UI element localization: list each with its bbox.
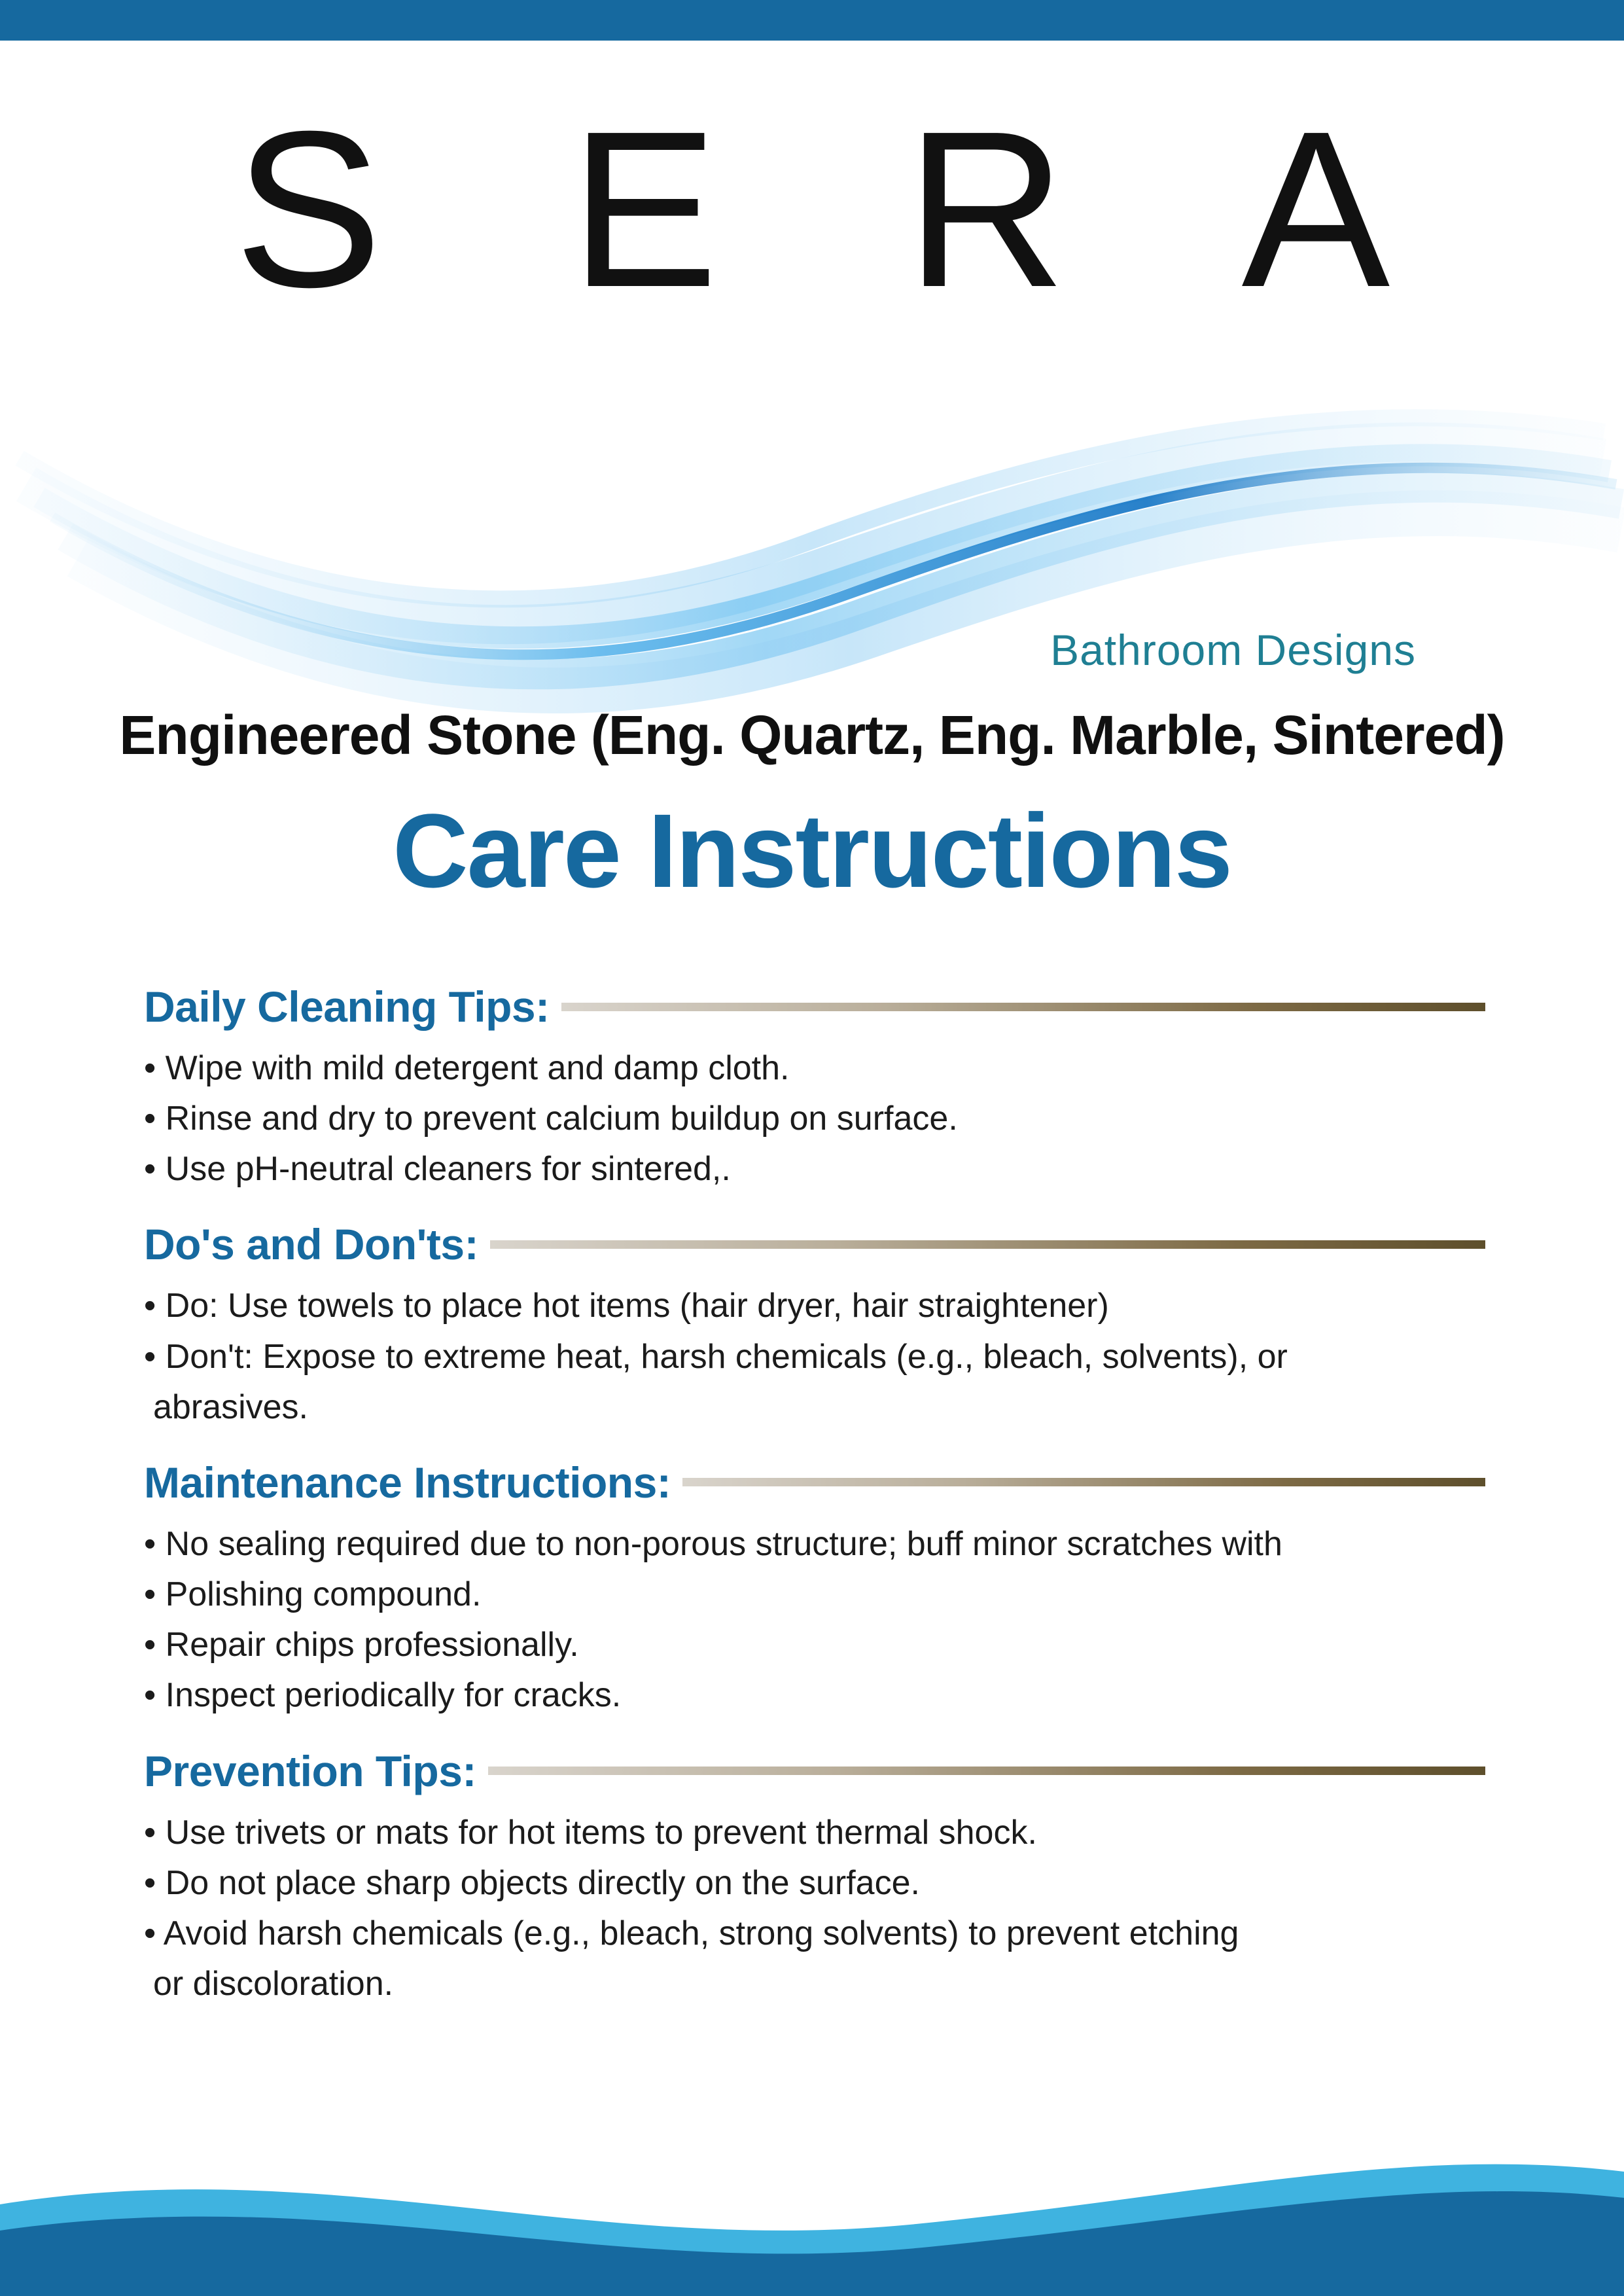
section-dos-and-donts bbox=[144, 1219, 1485, 1429]
section-rule bbox=[490, 1240, 1485, 1249]
section-prevention-tips bbox=[144, 1746, 1485, 2007]
section-rule bbox=[488, 1767, 1485, 1775]
section-title: Do's and Don'ts: bbox=[144, 1220, 479, 1269]
section-title: Daily Cleaning Tips: bbox=[144, 982, 550, 1031]
section-header bbox=[144, 1219, 1485, 1269]
care-instructions-content bbox=[144, 982, 1485, 2047]
brand-logo bbox=[0, 85, 1624, 334]
list-item: • Rinse and dry to prevent calcium buildup on surface. bbox=[144, 1100, 958, 1138]
document-subtitle: Engineered Stone (Eng. Quartz, Eng. Marble, Sintered) bbox=[119, 704, 1505, 766]
section-rule bbox=[682, 1478, 1485, 1486]
section-title: Prevention Tips: bbox=[144, 1746, 476, 1795]
list-item: • Use pH-neutral cleaners for sintered,. bbox=[144, 1150, 731, 1189]
list-item: • Do not place sharp objects directly on the surface. bbox=[144, 1863, 920, 1902]
list-item: • Use trivets or mats for hot items to prevent thermal shock. bbox=[144, 1813, 1037, 1852]
top-accent-bar bbox=[0, 0, 1624, 41]
list-item: • Wipe with mild detergent and damp cloth. bbox=[144, 1049, 790, 1087]
brand-tagline: Bathroom Designs bbox=[1050, 626, 1416, 674]
list-item: • Don't: Expose to extreme heat, harsh chemicals (e.g., bleach, solvents), or bbox=[144, 1337, 1288, 1376]
section-rule bbox=[561, 1003, 1485, 1011]
list-item: • Repair chips professionally. bbox=[144, 1626, 579, 1664]
list-item-continuation: or discoloration. bbox=[153, 1965, 394, 2003]
section-header bbox=[144, 1458, 1485, 1507]
list-item: • No sealing required due to non-porous structure; buff minor scratches with bbox=[144, 1524, 1282, 1563]
list-item: • Inspect periodically for cracks. bbox=[144, 1676, 622, 1715]
list-item: • Avoid harsh chemicals (e.g., bleach, strong solvents) to prevent etching bbox=[144, 1914, 1239, 1952]
section-maintenance-instructions bbox=[144, 1458, 1485, 1719]
section-daily-cleaning-tips bbox=[144, 982, 1485, 1192]
brand-logo-text: S E R A bbox=[234, 85, 1453, 334]
section-header bbox=[144, 1746, 1485, 1796]
list-item: • Polishing compound. bbox=[144, 1575, 482, 1614]
list-item: • Do: Use towels to place hot items (hair dryer, hair straightener) bbox=[144, 1287, 1109, 1325]
section-header bbox=[144, 982, 1485, 1031]
list-item-continuation: abrasives. bbox=[153, 1388, 308, 1426]
section-title: Maintenance Instructions: bbox=[144, 1458, 671, 1507]
footer-wave-decoration-icon bbox=[0, 2126, 1624, 2296]
page-title: Care Instructions bbox=[393, 792, 1231, 909]
